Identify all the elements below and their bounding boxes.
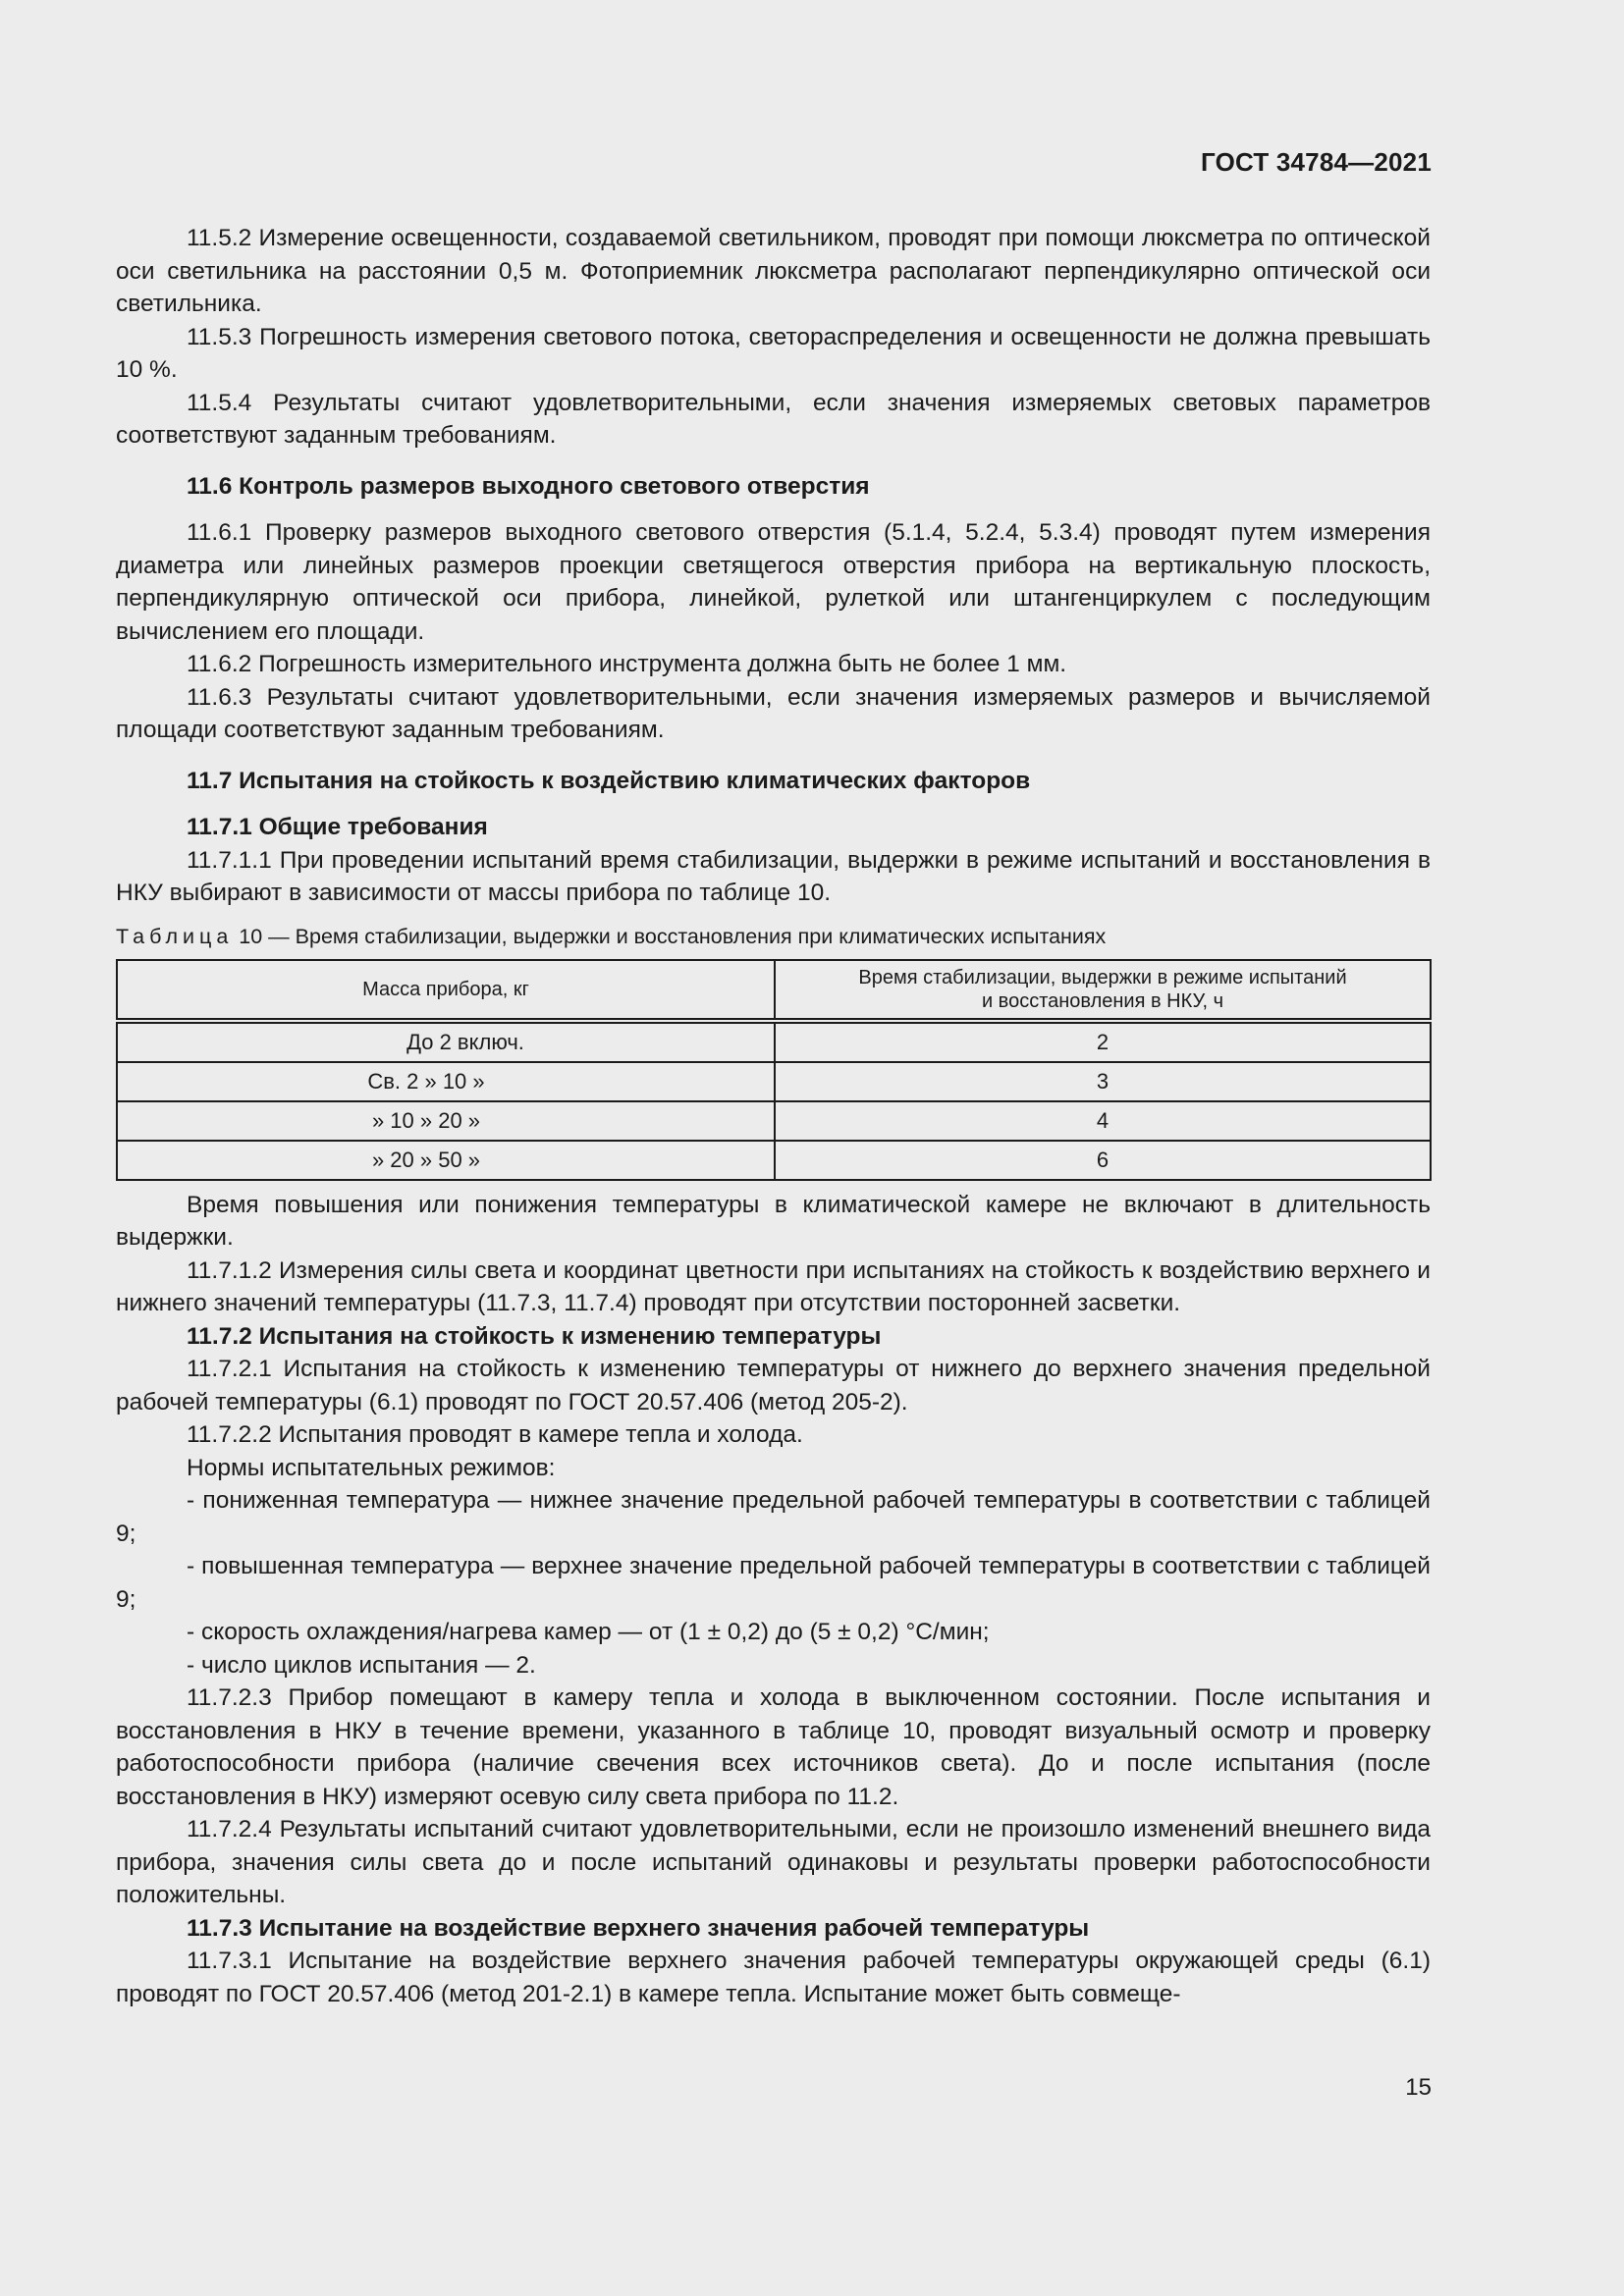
paragraph-11-6-3: 11.6.3 Результаты считают удовлетворительными, если значения измеряемых размеров и вычисляемой площади соответствуют заданным требованиям. — [116, 683, 1431, 743]
section-heading-11-6: 11.6 Контроль размеров выходного светового отверстия — [187, 472, 870, 500]
table-header-time-line2: и восстановления в НКУ, ч — [981, 989, 1224, 1012]
paragraph-11-5-4: 11.5.4 Результаты считают удовлетворительными, если значения измеряемых световых параметров соответствуют заданным требованиям. — [116, 389, 1431, 449]
table-cell-time: 4 — [775, 1101, 1431, 1141]
table-cell-mass: Св. 2 » 10 » — [117, 1062, 775, 1101]
table-cell-mass: До 2 включ. — [117, 1021, 775, 1062]
paragraph-temperature-note: Время повышения или понижения температуры в климатической камере не включают в длительность выдержки. — [116, 1191, 1431, 1251]
list-item: - скорость охлаждения/нагрева камер — от (1 ± 0,2) до (5 ± 0,2) °С/мин; — [187, 1619, 990, 1645]
table-10 — [116, 959, 1432, 1181]
table-row — [117, 1141, 1431, 1180]
table-cell-time: 6 — [775, 1141, 1431, 1180]
subsection-heading-11-7-2: 11.7.2 Испытания на стойкость к изменению температуры — [187, 1322, 882, 1350]
list-item: - число циклов испытания — 2. — [187, 1651, 536, 1679]
subsection-heading-11-7-3: 11.7.3 Испытание на воздействие верхнего значения рабочей температуры — [187, 1914, 1090, 1942]
table-cell-time: 3 — [775, 1062, 1431, 1101]
document-body — [116, 222, 1431, 2010]
table-cell-mass: » 10 » 20 » — [117, 1101, 775, 1141]
paragraph-11-6-1: 11.6.1 Проверку размеров выходного светового отверстия (5.1.4, 5.2.4, 5.3.4) проводят путем измерения диаметра или линейных размеров проекции светящегося отверстия прибора на вертикальную плоскость, перпендикулярную оптической оси прибора, линейкой, рулеткой или штангенциркулем с последующим вычислением его площади. — [116, 519, 1431, 645]
paragraph-test-norms: Нормы испытательных режимов: — [187, 1454, 556, 1481]
paragraph-11-7-2-1: 11.7.2.1 Испытания на стойкость к изменению температуры от нижнего до верхнего значения предельной рабочей температуры (6.1) проводят по ГОСТ 20.57.406 (метод 205-2). — [116, 1356, 1431, 1415]
paragraph-11-7-2-3: 11.7.2.3 Прибор помещают в камеру тепла и холода в выключенном состоянии. После испытания и восстановления в НКУ в течение времени, указанного в таблице 10, проводят визуальный осмотр и проверку работоспособности прибора (наличие свечения всех источников света). До и после испытания (после восстановления в НКУ) измеряют осевую силу света прибора по 11.2. — [116, 1684, 1431, 1810]
table-caption — [116, 922, 1431, 951]
table-row — [117, 1062, 1431, 1101]
paragraph-11-7-3-1: 11.7.3.1 Испытание на воздействие верхнего значения рабочей температуры окружающей среды (6.1) проводят по ГОСТ 20.57.406 (метод 201-2.1) в камере тепла. Испытание может быть совмеще- — [116, 1948, 1431, 2007]
list-item: - повышенная температура — верхнее значение предельной рабочей температуры в соответствии с таблицей 9; — [116, 1553, 1431, 1613]
table-caption-text: 10 — Время стабилизации, выдержки и восстановления при климатических испытаниях — [239, 924, 1107, 948]
table-caption-label: Таблица — [116, 924, 234, 948]
section-heading-11-7: 11.7 Испытания на стойкость к воздействию климатических факторов — [187, 767, 1031, 794]
table-row — [117, 1101, 1431, 1141]
list-item: - пониженная температура — нижнее значение предельной рабочей температуры в соответствии с таблицей 9; — [116, 1487, 1431, 1547]
table-header-mass: Масса прибора, кг — [117, 960, 775, 1021]
paragraph-11-5-2: 11.5.2 Измерение освещенности, создаваемой светильником, проводят при помощи люксметра по оптической оси светильника на расстоянии 0,5 м. Фотоприемник люксметра располагают перпендикулярно оптической оси светильника. — [116, 225, 1431, 317]
document-id-header: ГОСТ 34784—2021 — [1201, 147, 1432, 177]
paragraph-11-7-1-1: 11.7.1.1 При проведении испытаний время стабилизации, выдержки в режиме испытаний и восстановления в НКУ выбирают в зависимости от массы прибора по таблице 10. — [116, 846, 1431, 906]
paragraph-11-5-3: 11.5.3 Погрешность измерения светового потока, светораспределения и освещенности не должна превышать 10 %. — [116, 323, 1431, 383]
table-cell-mass: » 20 » 50 » — [117, 1141, 775, 1180]
paragraph-11-7-2-2: 11.7.2.2 Испытания проводят в камере тепла и холода. — [187, 1421, 803, 1448]
table-row — [117, 1021, 1431, 1062]
paragraph-11-6-2: 11.6.2 Погрешность измерительного инструмента должна быть не более 1 мм. — [187, 651, 1067, 677]
table-header-time-line1: Время стабилизации, выдержки в режиме испытаний — [858, 966, 1347, 988]
paragraph-11-7-2-4: 11.7.2.4 Результаты испытаний считают удовлетворительными, если не произошло изменений внешнего вида прибора, значения силы света до и после испытаний одинаковы и результаты проверки работоспособности положительны. — [116, 1816, 1431, 1908]
table-cell-time: 2 — [775, 1021, 1431, 1062]
paragraph-11-7-1-2: 11.7.1.2 Измерения силы света и координат цветности при испытаниях на стойкость к воздействию верхнего и нижнего значений температуры (11.7.3, 11.7.4) проводят при отсутствии посторонней засветки. — [116, 1256, 1431, 1316]
table-header-time — [775, 960, 1431, 1021]
page-number: 15 — [1405, 2074, 1432, 2101]
subsection-heading-11-7-1: 11.7.1 Общие требования — [187, 814, 488, 840]
